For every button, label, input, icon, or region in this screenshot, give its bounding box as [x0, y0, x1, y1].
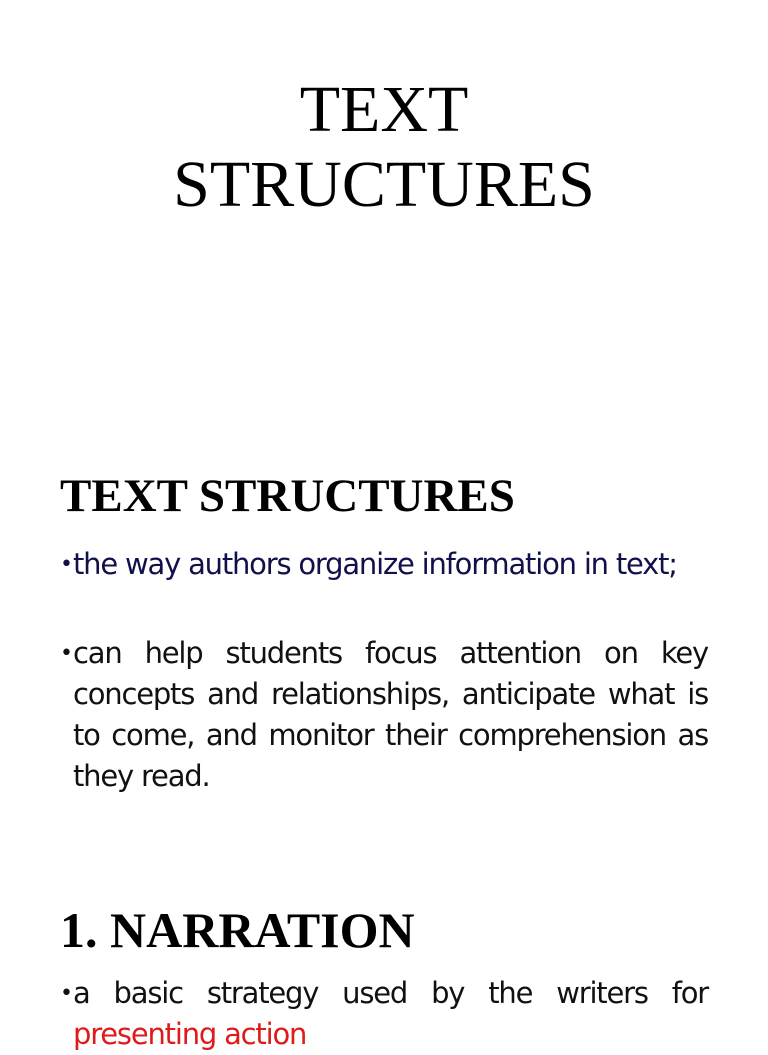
title-line-2: STRUCTURES [173, 148, 595, 221]
title-line-1: TEXT [299, 73, 469, 146]
slide-title [0, 72, 768, 222]
bullet-icon: • [60, 552, 72, 577]
bullet-text: a basic strategy used by the writers for [73, 976, 708, 1010]
bullet-item [60, 544, 708, 585]
bullet-item [60, 973, 708, 1055]
bullet-text: the way authors organize information in text; [73, 547, 677, 581]
section-heading-narration: 1. NARRATION [60, 902, 415, 958]
bullet-icon: • [60, 981, 72, 1006]
section-heading-text-structures: TEXT STRUCTURES [60, 470, 515, 522]
bullet-icon: • [60, 641, 72, 666]
bullet-text: can help students focus attention on key concepts and relationships, anticipate what is to come, and monitor their comprehension as they read. [73, 636, 708, 793]
bullet-item [60, 633, 708, 797]
highlighted-term: presenting action [73, 1017, 307, 1051]
